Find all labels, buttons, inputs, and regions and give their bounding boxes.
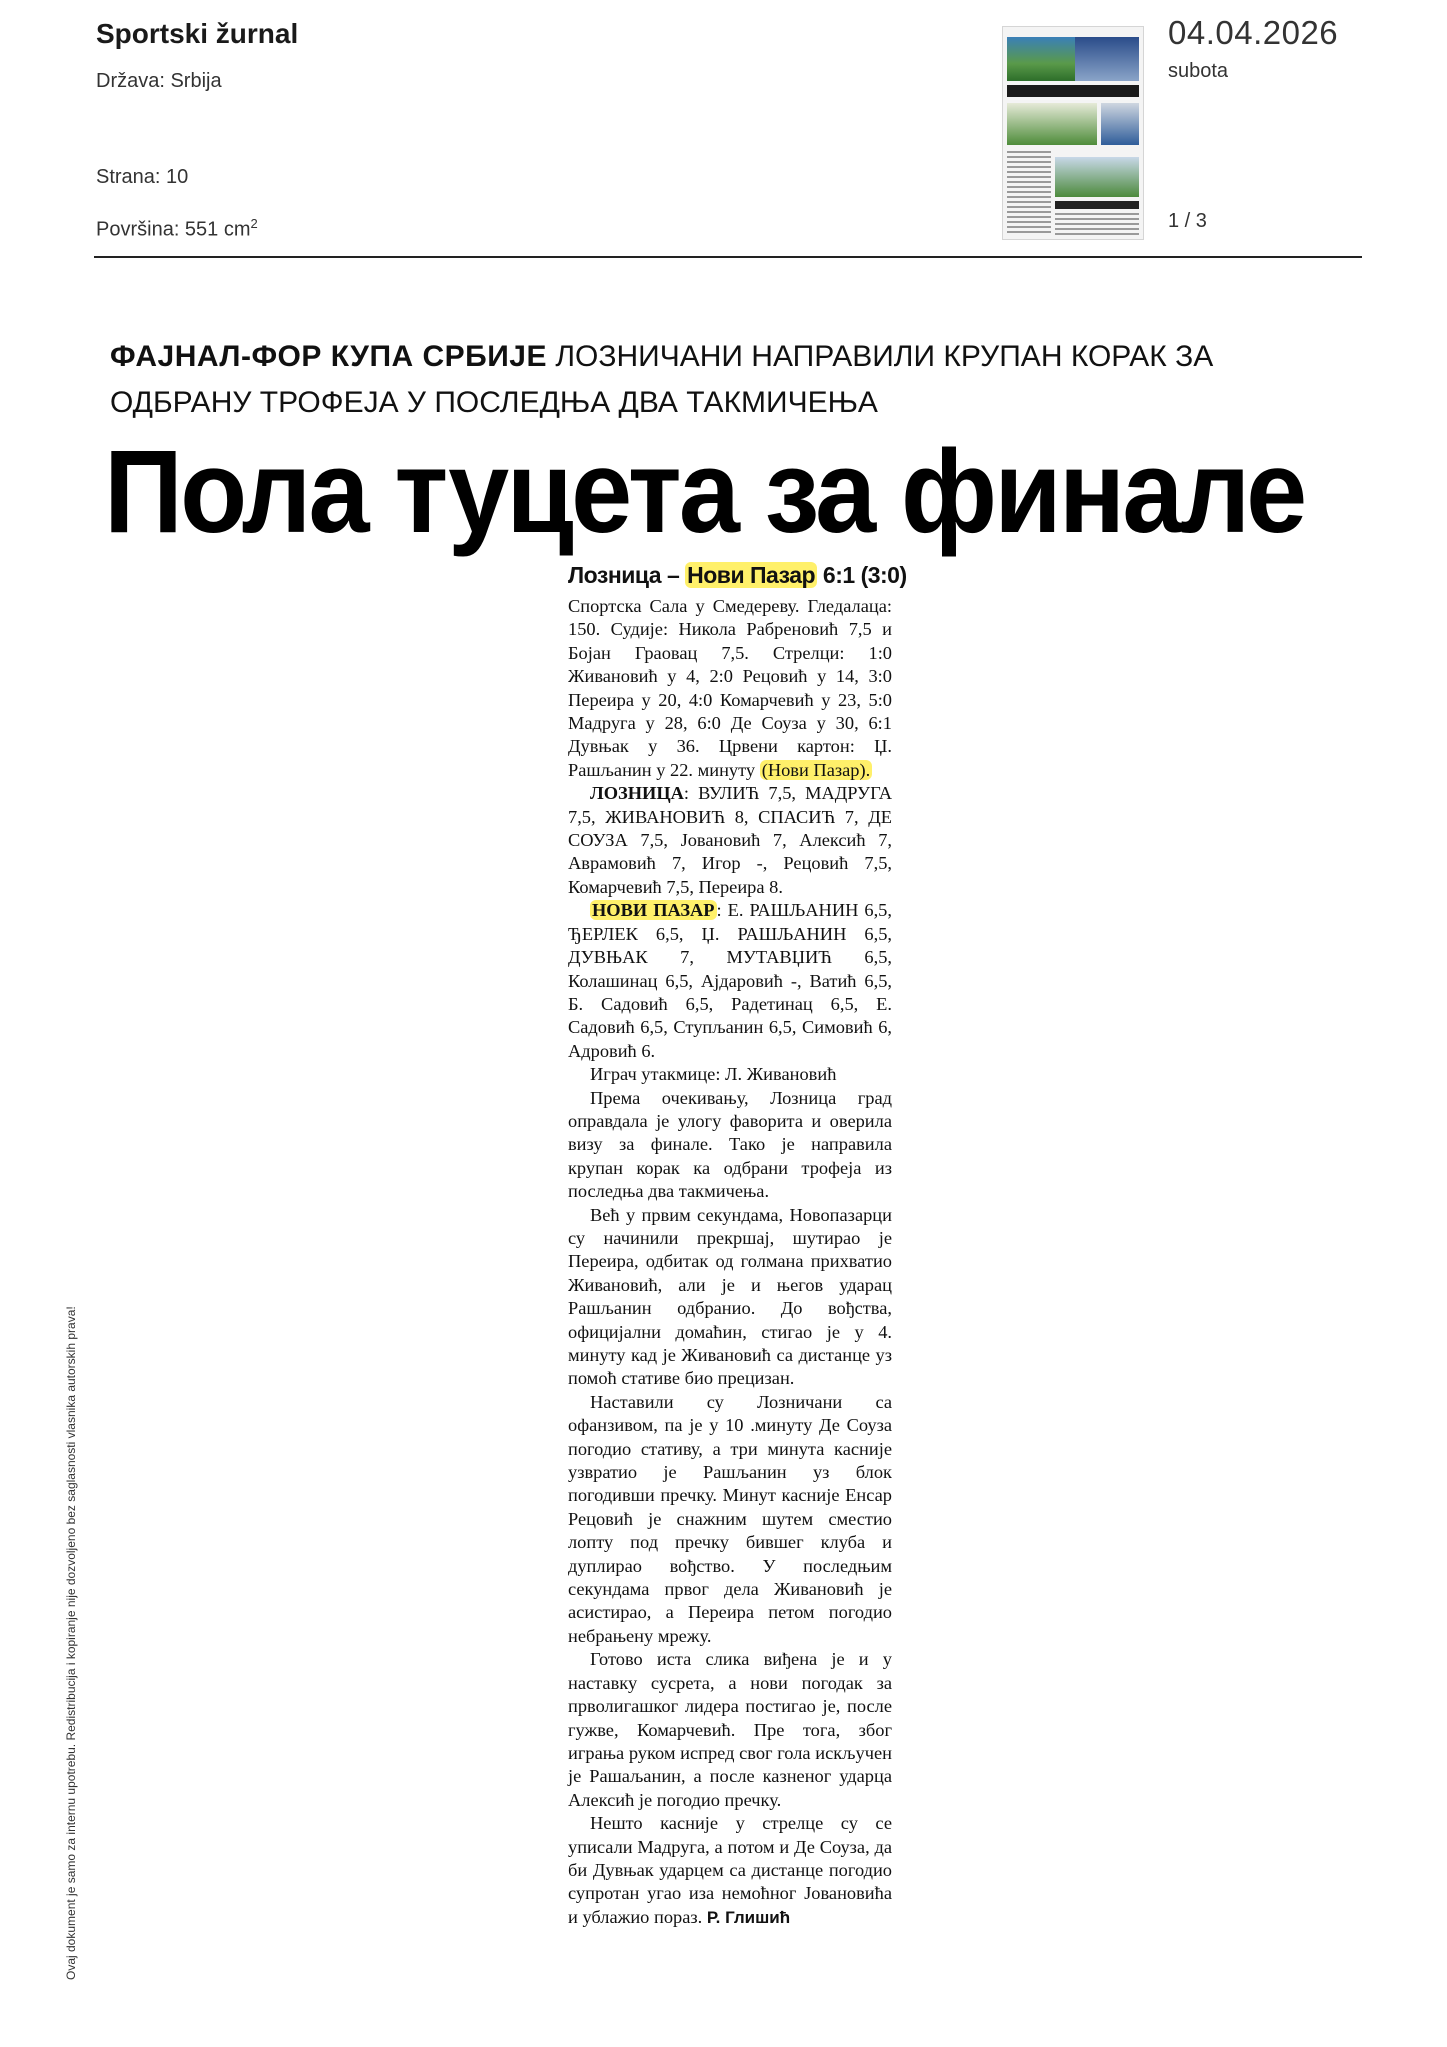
article-paragraph: Наставили су Лозничани са офанзивом, па је у 10 .минуту Де Соуза погодио стативу, а три минута касније узвратио је Рашљанин уз блок погодивши пречку. Минут касније Енсар Рецовић је снажним шутем сместио лопту под пречку бившег клуба и дуплирао вођство. У последњим секундама првог дела Живановић је асистирао, а Переира петом погодио небрањену мрежу. bbox=[568, 1391, 892, 1646]
novi-pazar-label: НОВИ ПАЗАР bbox=[592, 900, 715, 921]
page-pager[interactable]: 1 / 3 bbox=[1168, 210, 1207, 232]
page-thumbnail[interactable] bbox=[1002, 26, 1144, 240]
thumbnail-photo bbox=[1055, 157, 1139, 197]
result-away-highlight: Нови Пазар bbox=[687, 562, 816, 588]
result-home: Лозница – bbox=[568, 562, 686, 588]
player-of-match: Играч утакмице: Л. Живановић bbox=[590, 1064, 837, 1085]
novi-pazar-lineup bbox=[568, 899, 892, 1063]
area-label bbox=[96, 216, 258, 242]
loznica-lineup bbox=[568, 782, 892, 899]
header-divider bbox=[94, 256, 1362, 258]
issue-weekday: subota bbox=[1168, 60, 1229, 82]
page-number-label: Strana: 10 bbox=[96, 166, 189, 188]
article-headline: Пола туцета за финале bbox=[104, 426, 1305, 558]
thumbnail-headline-bar bbox=[1055, 201, 1139, 209]
article-paragraph: Према очекивању, Лозница град оправдала је улогу фаворита и оверила визу за финале. Тако је направила крупан корак ка одбрани трофеја из последња два такмичења. bbox=[568, 1087, 892, 1202]
thumbnail-photo bbox=[1007, 103, 1097, 145]
area-unit-superscript: 2 bbox=[250, 216, 258, 231]
issue-date: 04.04.2026 bbox=[1168, 14, 1339, 51]
copyright-disclaimer: Ovaj dokument je samo za internu upotrebu. Redistribucija i kopiranje nije dozvoljeno bez saglasnosti vlasnika autorskih prava! bbox=[64, 1306, 78, 1980]
match-result-line bbox=[568, 562, 907, 589]
thumbnail-headline-bar bbox=[1007, 85, 1139, 97]
country-label: Država: Srbija bbox=[96, 70, 222, 92]
kicker-rest: ЛОЗНИЧАНИ НАПРАВИЛИ КРУПАН КОРАК ЗА ОДБРАНУ ТРОФЕЈА У ПОСЛЕДЊА ДВА ТАКМИЧЕЊА bbox=[110, 340, 1214, 419]
thumbnail-photo bbox=[1101, 103, 1139, 145]
article-paragraph-last bbox=[568, 1812, 892, 1929]
match-info-text: Спортска Сала у Смедереву. Гледалаца: 150. Судије: Никола Рабреновић 7,5 и Бојан Граовац 7,5. Стрелци: 1:0 Живановић у 4, 2:0 Рецовић у 14, 3:0 Переира у 20, 4:0 Комарчевић у 23, 5:0 Мадруга у 28, 6:0 Де Соуза у 30, 6:1 Дувњак у 36. Црвени картон: Џ. Рашљанин у 22. минуту bbox=[568, 596, 892, 780]
result-score: 6:1 (3:0) bbox=[817, 562, 907, 588]
last-paragraph-text: Нешто касније у стрелце су се уписали Мадруга, а потом и Де Соуза, да би Дувњак ударцем са дистанце погодио супротан угао иза немоћног Јовановића и ублажио пораз. bbox=[568, 1813, 892, 1927]
article-body bbox=[568, 562, 907, 1929]
article-kicker bbox=[110, 334, 1360, 426]
kicker-bold: ФАЈНАЛ-ФОР КУПА СРБИЈЕ bbox=[110, 340, 548, 373]
loznica-label: ЛОЗНИЦА bbox=[590, 783, 684, 804]
article-author: Р. Глишић bbox=[706, 1907, 791, 1927]
novi-pazar-lineup-text: : Е. РАШЉАНИН 6,5, ЂЕРЛЕК 6,5, Џ. РАШЉАНИН 6,5, ДУВЊАК 7, МУТАВЏИЋ 6,5, Колашинац 6,5, Ајдаровић -, Ватић 6,5, Б. Садовић 6,5, Радетинац 6,5, Е. Садовић 6,5, Ступљанин 6,5, Симовић 6, Адровић 6. bbox=[568, 900, 892, 1061]
publication-name: Sportski žurnal bbox=[96, 18, 299, 49]
thumbnail-text-block bbox=[1007, 151, 1051, 233]
thumbnail-photo bbox=[1075, 37, 1139, 81]
article-paragraph: Готово иста слика виђена је и у наставку сусрета, а нови погодак за прволигашког лидера постигао је, после гужве, Комарчевић. Пре тога, због играња руком испред свог гола искључен је Рашаљанин, а после казненог ударца Алексић је погодио пречку. bbox=[568, 1649, 892, 1810]
thumbnail-text-block bbox=[1055, 213, 1139, 235]
loznica-lineup-text: : ВУЛИЋ 7,5, МАДРУГА 7,5, ЖИВАНОВИЋ 8, СПАСИЋ 7, ДЕ СОУЗА 7,5, Јовановић 7, Алексић 7, Аврамовић 7, Игор -, Рецовић 7,5, Комарчевић 7,5, Переира 8. bbox=[568, 783, 892, 897]
match-info bbox=[568, 595, 892, 782]
area-text: Površina: 551 cm bbox=[96, 218, 251, 241]
article-paragraph: Већ у првим секундама, Новопазарци су начинили прекршај, шутирао је Переира, одбитак од голмана прихватио Живановић, али је и његов ударац Рашљанин одбранио. До вођства, официјални домаћин, стигао је у 4. минуту кад је Живановић са дистанце уз помоћ стативе био прецизан. bbox=[568, 1204, 892, 1389]
match-info-highlight: (Нови Пазар). bbox=[761, 759, 871, 780]
